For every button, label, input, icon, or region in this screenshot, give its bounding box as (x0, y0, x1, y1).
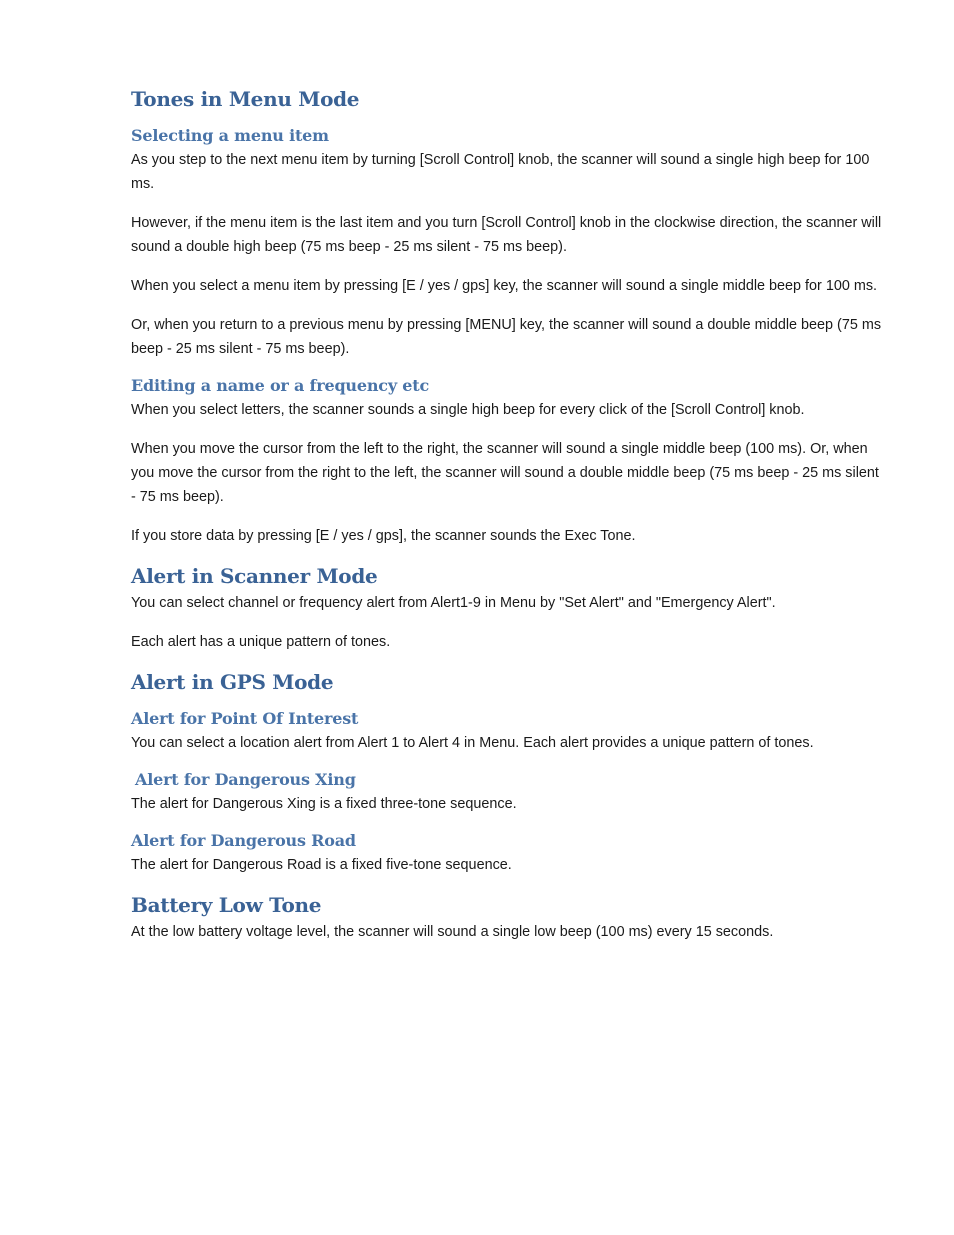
heading-editing-a-name: Editing a name or a frequency etc (131, 376, 429, 395)
heading-alert-in-gps-mode: Alert in GPS Mode (131, 670, 334, 694)
paragraph-selecting-3: When you select a menu item by pressing [E / yes / gps] key, the scanner will sound a single middle beep for 100 ms. (131, 278, 878, 294)
document-page (131, 84, 883, 944)
heading-battery-low-tone: Battery Low Tone (131, 893, 322, 917)
paragraph-battery-1: At the low battery voltage level, the scanner will sound a single low beep (100 ms) every 15 seconds. (131, 924, 774, 940)
heading-alert-dangerous-road: Alert for Dangerous Road (131, 831, 356, 850)
heading-alert-in-scanner-mode: Alert in Scanner Mode (131, 564, 378, 588)
paragraph-selecting-2: However, if the menu item is the last item and you turn [Scroll Control] knob in the clockwise direction, the scanner will sound a double high beep (75 ms beep - 25 ms silent - 75 ms beep). (131, 215, 882, 255)
heading-alert-point-of-interest: Alert for Point Of Interest (131, 709, 359, 728)
paragraph-selecting-1: As you step to the next menu item by turning [Scroll Control] knob, the scanner will sound a single high beep for 100 ms. (131, 152, 870, 192)
paragraph-alert-scanner-1: You can select channel or frequency alert from Alert1-9 in Menu by "Set Alert" and "Emergency Alert". (131, 595, 776, 611)
heading-tones-in-menu-mode: Tones in Menu Mode (131, 87, 360, 111)
paragraph-poi-1: You can select a location alert from Alert 1 to Alert 4 in Menu. Each alert provides a unique pattern of tones. (131, 735, 814, 751)
paragraph-alert-scanner-2: Each alert has a unique pattern of tones. (131, 634, 391, 650)
heading-selecting-a-menu-item: Selecting a menu item (131, 126, 329, 145)
heading-alert-dangerous-xing: Alert for Dangerous Xing (135, 770, 356, 789)
paragraph-road-1: The alert for Dangerous Road is a fixed five-tone sequence. (131, 857, 512, 873)
paragraph-xing-1: The alert for Dangerous Xing is a fixed three-tone sequence. (131, 796, 517, 812)
paragraph-editing-3: If you store data by pressing [E / yes / gps], the scanner sounds the Exec Tone. (131, 528, 636, 544)
paragraph-editing-1: When you select letters, the scanner sounds a single high beep for every click of the [Scroll Control] knob. (131, 402, 805, 418)
paragraph-editing-2: When you move the cursor from the left to the right, the scanner will sound a single middle beep (100 ms). Or, when you move the cursor from the right to the left, the scanner will sound a double middle beep (75 ms beep - 25 ms silent - 75 ms beep). (131, 441, 879, 505)
paragraph-selecting-4: Or, when you return to a previous menu by pressing [MENU] key, the scanner will sound a double middle beep (75 ms beep - 25 ms silent - 75 ms beep). (131, 317, 882, 357)
